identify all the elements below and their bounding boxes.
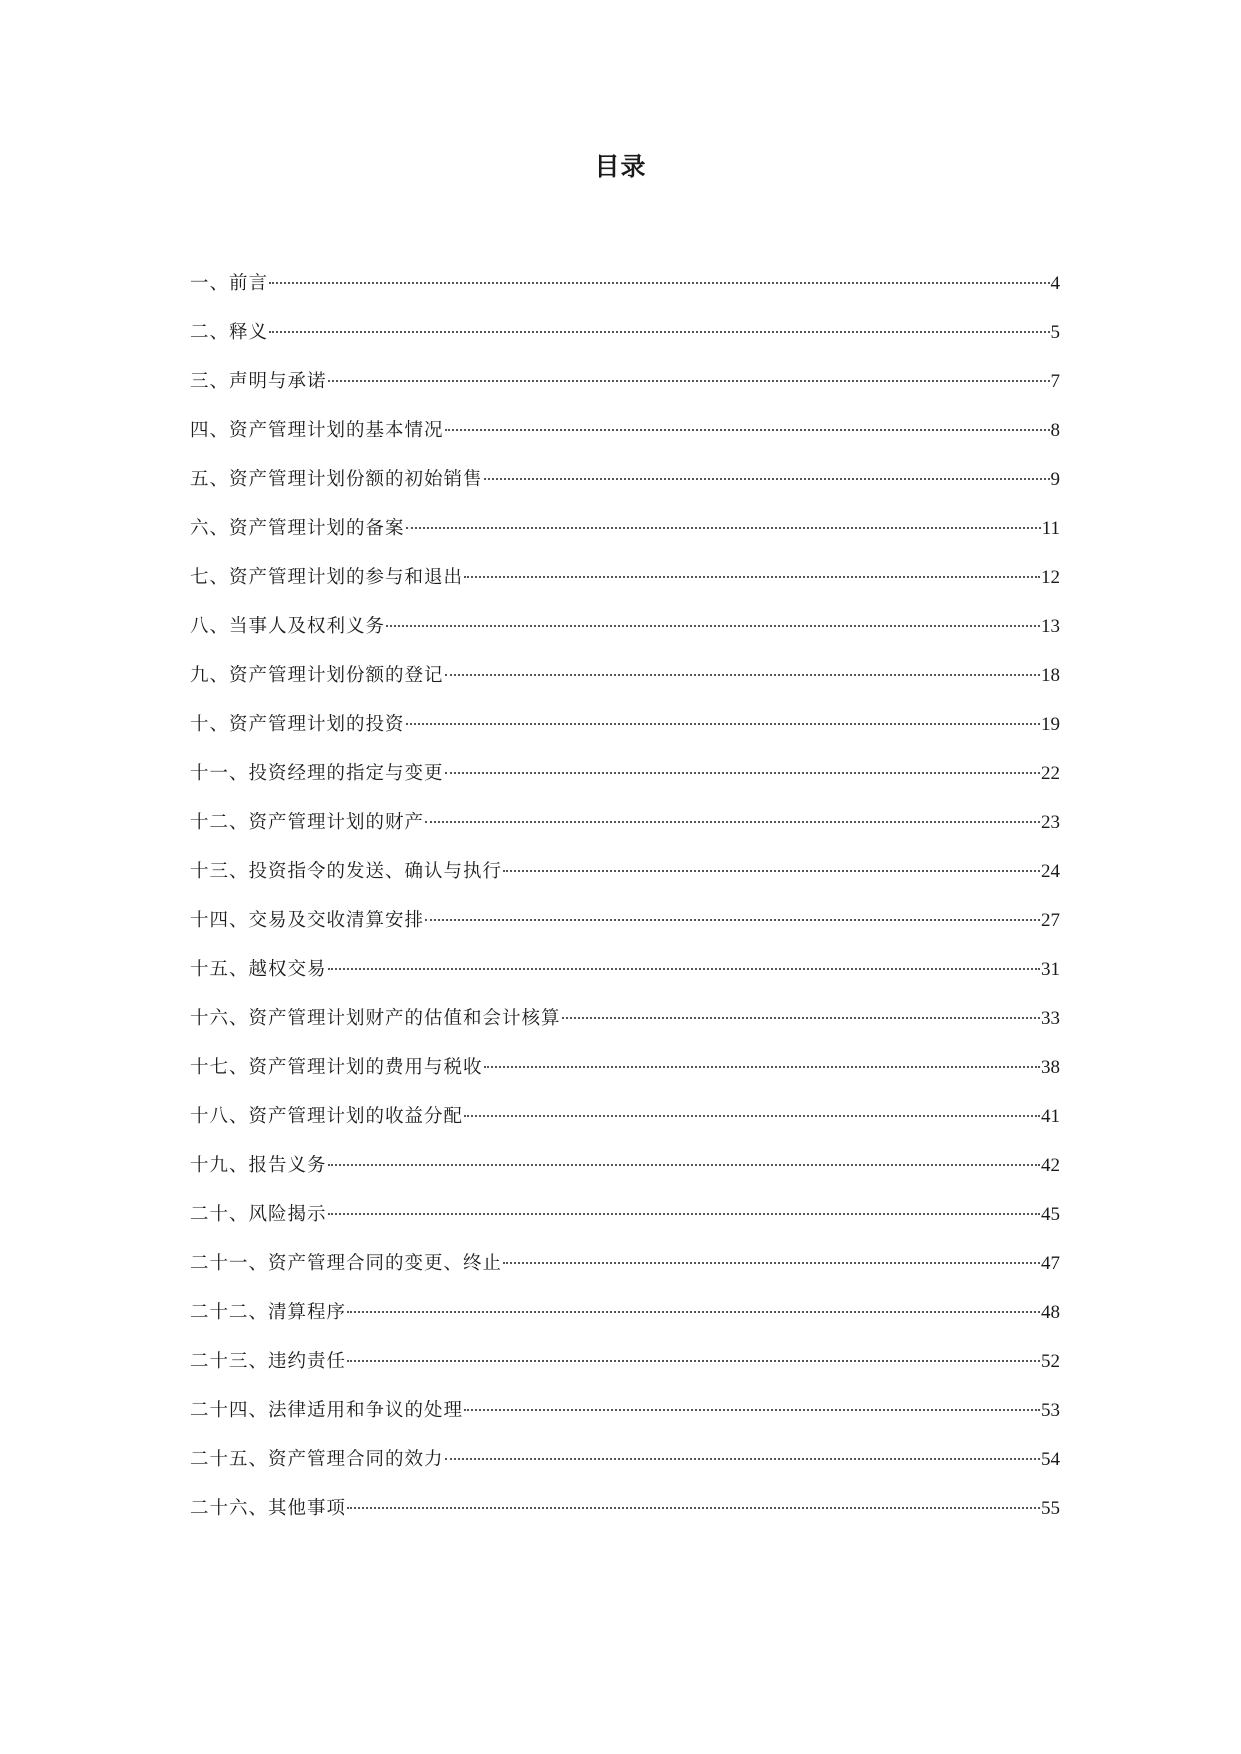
toc-entry[interactable] [190, 1105, 1060, 1154]
toc-entry-page-number: 24 [1041, 861, 1060, 882]
toc-entry[interactable] [190, 958, 1060, 1007]
toc-entry[interactable] [190, 1350, 1060, 1399]
toc-entry[interactable] [190, 1252, 1060, 1301]
toc-dot-leader [425, 821, 1040, 823]
toc-entry[interactable] [190, 321, 1060, 370]
toc-entry[interactable] [190, 1301, 1060, 1350]
toc-dot-leader [503, 870, 1040, 872]
toc-entry-label: 十九、报告义务 [190, 1155, 327, 1176]
toc-entry[interactable] [190, 1203, 1060, 1252]
toc-dot-leader [269, 282, 1049, 284]
toc-entry-page-number: 47 [1041, 1253, 1060, 1274]
toc-entry-label: 十三、投资指令的发送、确认与执行 [190, 861, 503, 882]
toc-entry-label: 二十一、资产管理合同的变更、终止 [190, 1253, 503, 1274]
toc-dot-leader [406, 527, 1041, 529]
toc-entry-page-number: 22 [1041, 763, 1060, 784]
toc-entry-label: 十二、资产管理计划的财产 [190, 812, 425, 833]
toc-dot-leader [347, 1507, 1040, 1509]
toc-dot-leader [562, 1017, 1040, 1019]
toc-entry-label: 十、资产管理计划的投资 [190, 714, 405, 735]
toc-entry-label: 八、当事人及权利义务 [190, 616, 386, 637]
toc-dot-leader [445, 429, 1050, 431]
toc-entry-page-number: 13 [1041, 616, 1060, 637]
toc-entry-page-number: 52 [1041, 1351, 1060, 1372]
toc-entry-page-number: 45 [1041, 1204, 1060, 1225]
toc-entry-page-number: 18 [1041, 665, 1060, 686]
toc-entry[interactable] [190, 615, 1060, 664]
toc-dot-leader [445, 674, 1040, 676]
toc-dot-leader [328, 1164, 1040, 1166]
toc-dot-leader [328, 1213, 1040, 1215]
page-title: 目录 [594, 152, 647, 181]
toc-dot-leader [269, 331, 1049, 333]
toc-entry[interactable] [190, 1007, 1060, 1056]
toc-entry-page-number: 12 [1041, 567, 1060, 588]
toc-entry[interactable] [190, 1497, 1060, 1546]
toc-entry[interactable] [190, 468, 1060, 517]
toc-dot-leader [347, 1360, 1040, 1362]
toc-entry[interactable] [190, 664, 1060, 713]
toc-entry-label: 三、声明与承诺 [190, 371, 327, 392]
toc-entry-page-number: 27 [1041, 910, 1060, 931]
toc-entry-page-number: 8 [1050, 420, 1060, 441]
toc-entry-label: 十七、资产管理计划的费用与税收 [190, 1057, 483, 1078]
toc-dot-leader [484, 478, 1050, 480]
toc-entry-label: 四、资产管理计划的基本情况 [190, 420, 444, 441]
toc-dot-leader [425, 919, 1040, 921]
toc-entry-label: 十四、交易及交收清算安排 [190, 910, 425, 931]
toc-dot-leader [347, 1311, 1040, 1313]
toc-entry-label: 二十四、法律适用和争议的处理 [190, 1400, 464, 1421]
toc-entry-label: 六、资产管理计划的备案 [190, 518, 405, 539]
toc-entry[interactable] [190, 811, 1060, 860]
toc-entry-label: 二十六、其他事项 [190, 1498, 347, 1519]
toc-entry-label: 二十二、清算程序 [190, 1302, 347, 1323]
toc-entry-label: 二、释义 [190, 322, 269, 343]
toc-entry-label: 七、资产管理计划的参与和退出 [190, 567, 464, 588]
toc-entry[interactable] [190, 1399, 1060, 1448]
toc-entry-page-number: 7 [1050, 371, 1060, 392]
toc-entry-page-number: 41 [1041, 1106, 1060, 1127]
toc-entry-label: 十六、资产管理计划财产的估值和会计核算 [190, 1008, 561, 1029]
toc-entry-page-number: 5 [1050, 322, 1060, 343]
toc-entry-page-number: 31 [1041, 959, 1060, 980]
toc-entry-page-number: 53 [1041, 1400, 1060, 1421]
toc-entry-label: 二十三、违约责任 [190, 1351, 347, 1372]
toc-entry[interactable] [190, 762, 1060, 811]
toc-entry-page-number: 9 [1050, 469, 1060, 490]
toc-entry[interactable] [190, 419, 1060, 468]
toc-dot-leader [406, 723, 1040, 725]
toc-entry-page-number: 23 [1041, 812, 1060, 833]
toc-entry-page-number: 55 [1041, 1498, 1060, 1519]
toc-entry-page-number: 33 [1041, 1008, 1060, 1029]
toc-dot-leader [503, 1262, 1040, 1264]
toc-entry-page-number: 42 [1041, 1155, 1060, 1176]
toc-entry-page-number: 48 [1041, 1302, 1060, 1323]
toc-entry[interactable] [190, 370, 1060, 419]
toc-entry-page-number: 54 [1041, 1449, 1060, 1470]
toc-entry[interactable] [190, 517, 1060, 566]
toc-entry-page-number: 4 [1050, 273, 1060, 294]
toc-entry[interactable] [190, 860, 1060, 909]
toc-entry-label: 五、资产管理计划份额的初始销售 [190, 469, 483, 490]
toc-entry[interactable] [190, 1448, 1060, 1497]
toc-dot-leader [464, 576, 1040, 578]
toc-entry[interactable] [190, 909, 1060, 958]
toc-entry-label: 一、前言 [190, 273, 269, 294]
toc-entry-label: 九、资产管理计划份额的登记 [190, 665, 444, 686]
toc-dot-leader [328, 968, 1040, 970]
toc-dot-leader [445, 1458, 1040, 1460]
toc-entry-page-number: 11 [1041, 518, 1060, 539]
toc-dot-leader [445, 772, 1040, 774]
toc-entry-label: 二十五、资产管理合同的效力 [190, 1449, 444, 1470]
toc-dot-leader [328, 380, 1050, 382]
toc-entry-page-number: 19 [1041, 714, 1060, 735]
table-of-contents [190, 272, 1060, 1546]
toc-dot-leader [464, 1409, 1040, 1411]
toc-entry-label: 二十、风险揭示 [190, 1204, 327, 1225]
toc-entry[interactable] [190, 1154, 1060, 1203]
toc-entry[interactable] [190, 1056, 1060, 1105]
toc-entry-page-number: 38 [1041, 1057, 1060, 1078]
toc-dot-leader [464, 1115, 1040, 1117]
toc-entry[interactable] [190, 566, 1060, 615]
toc-entry-label: 十一、投资经理的指定与变更 [190, 763, 444, 784]
toc-dot-leader [386, 625, 1040, 627]
toc-entry[interactable] [190, 713, 1060, 762]
toc-entry-label: 十五、越权交易 [190, 959, 327, 980]
toc-entry-label: 十八、资产管理计划的收益分配 [190, 1106, 464, 1127]
toc-entry[interactable] [190, 272, 1060, 321]
toc-dot-leader [484, 1066, 1040, 1068]
